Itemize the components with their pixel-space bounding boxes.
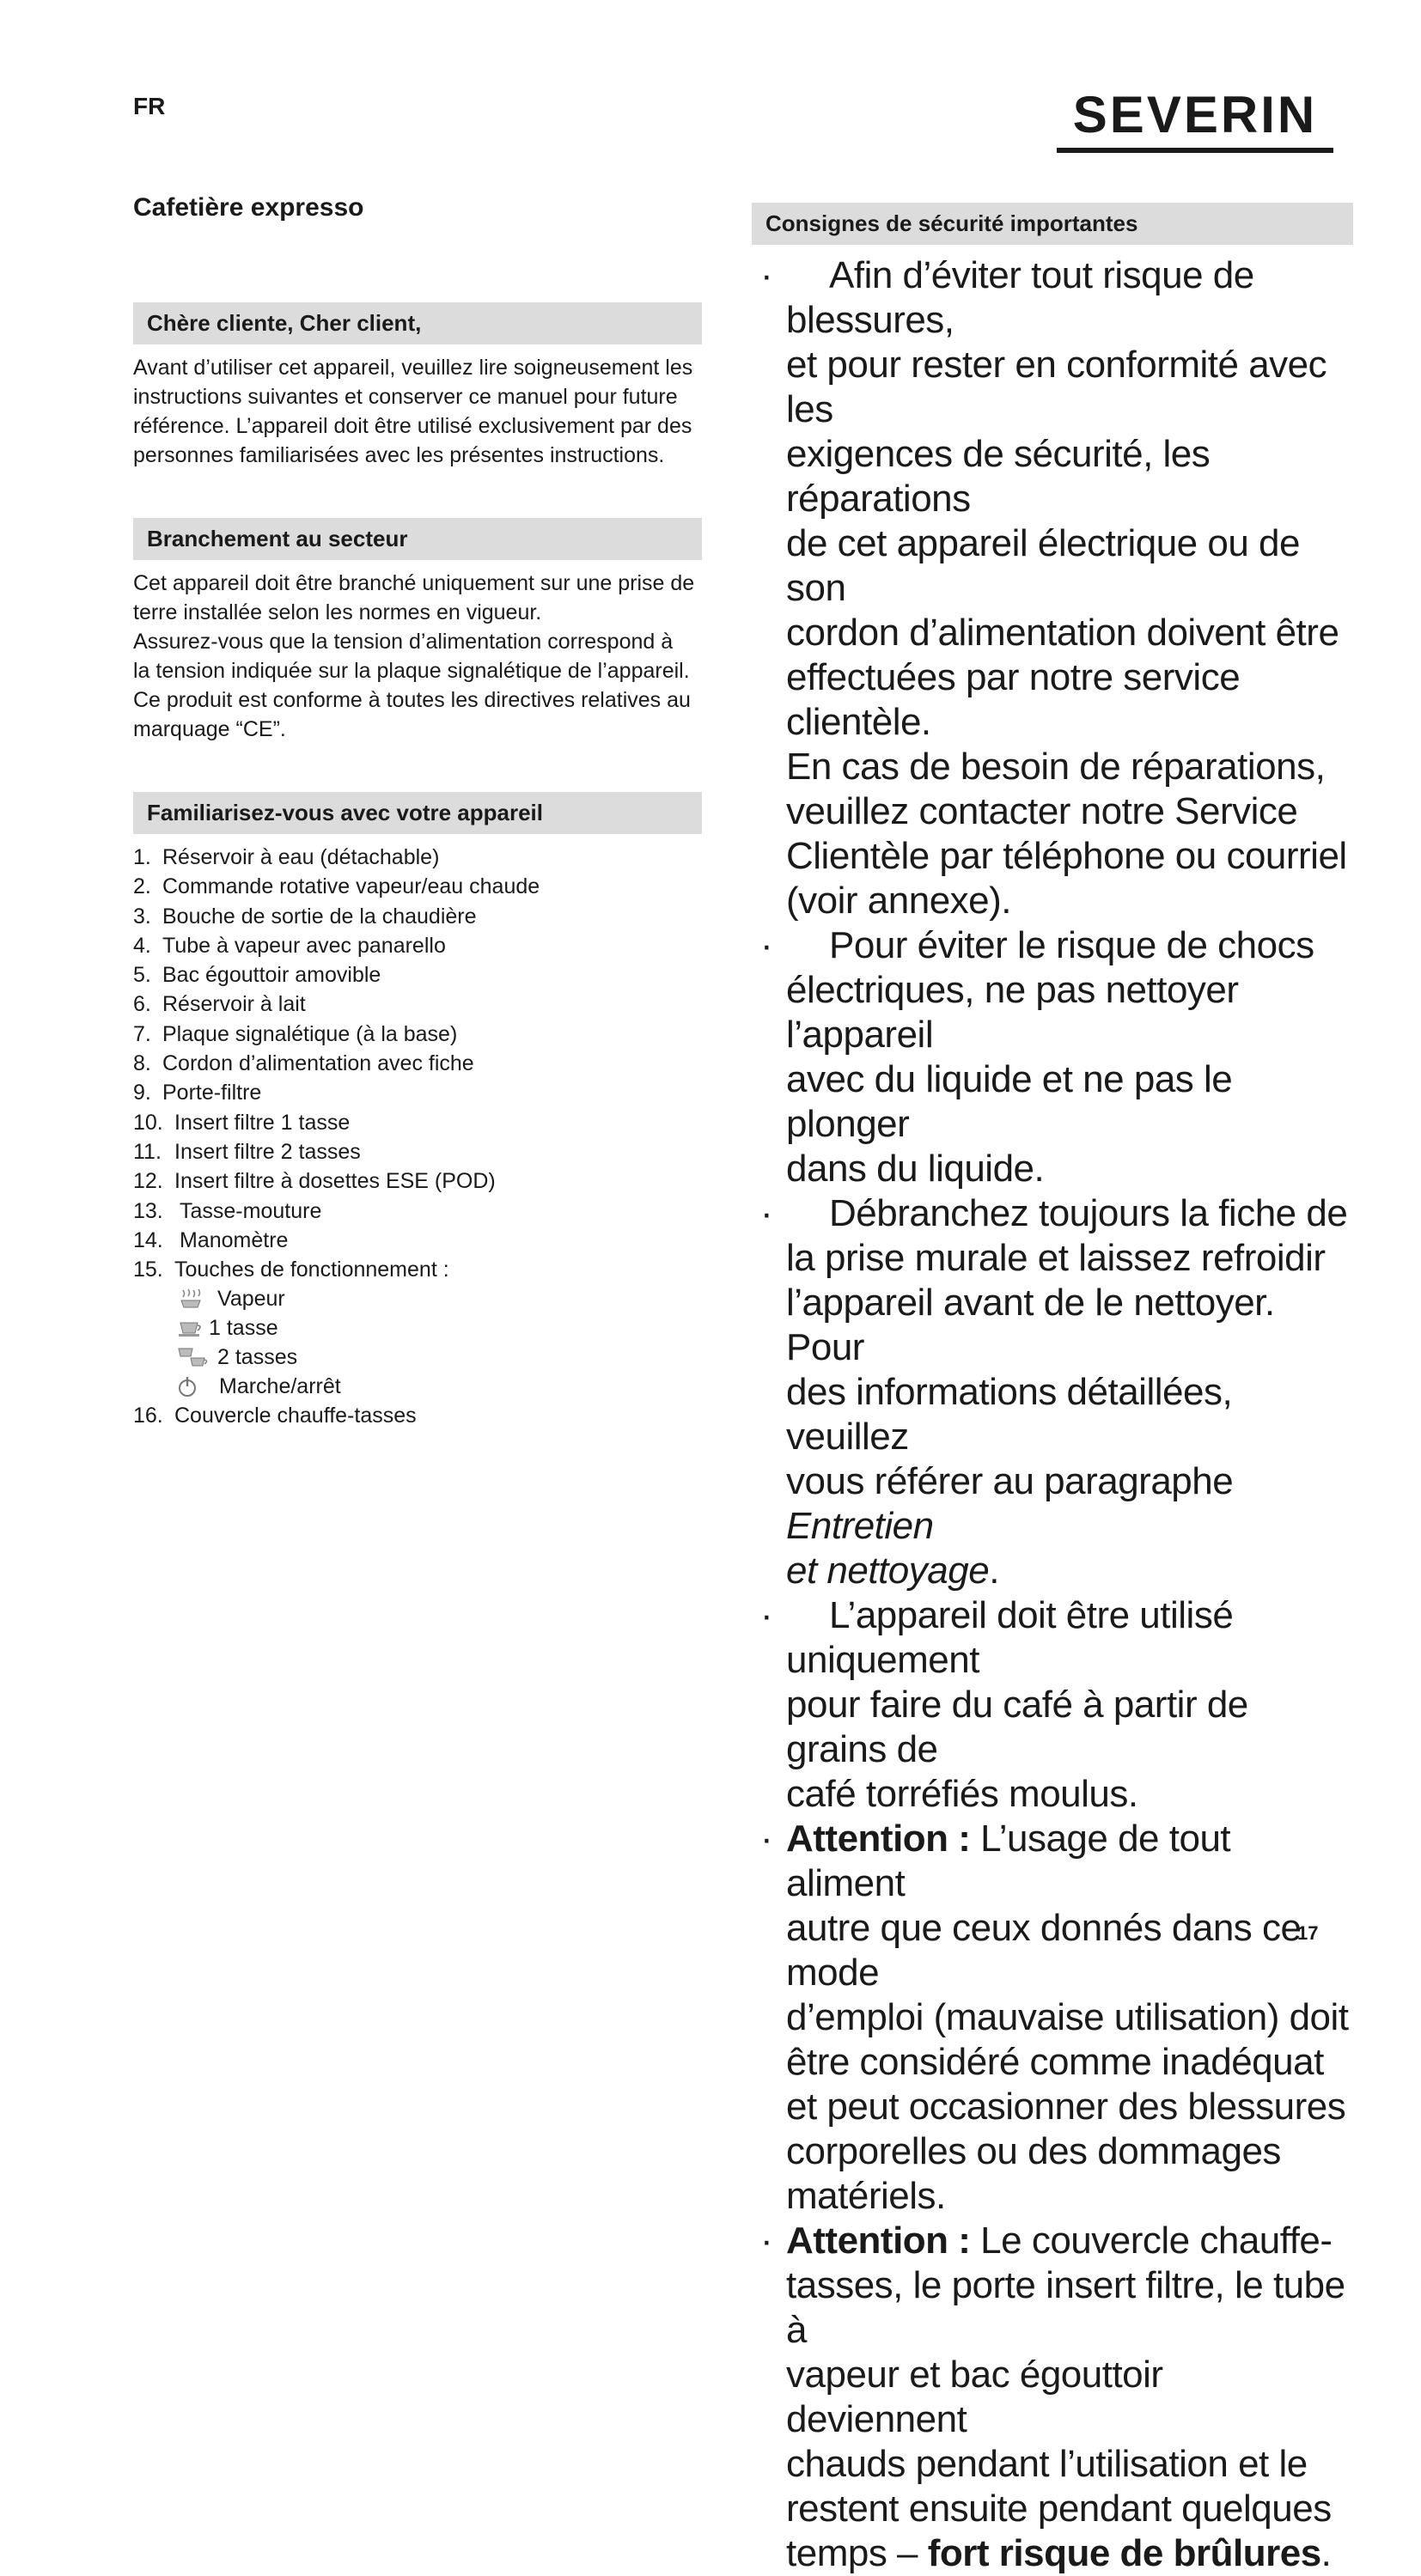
one-cup-icon <box>176 1316 205 1340</box>
section-heading: Branchement au secteur <box>133 518 702 560</box>
section-text: Cet appareil doit être branché uniquement sur une prise de terre installée selon les normes en vigueur. Assurez-vous que la tension d’alimentation correspond à la tension indiquée sur la plaque signalétique de l’appareil. Ce produit est conforme à toutes les directives relatives au marquage “CE”. <box>133 571 695 741</box>
list-item: 12. Insert filtre à dosettes ESE (POD) <box>133 1169 496 1194</box>
safety-bullet-unplug: · Débranchez toujours la fiche de la prise murale et laissez refroidir l’appareil avant de le nettoyer. Pour des informations détaillées, veuillez vous référer au paragraphe Entretien et nettoyage. <box>760 1192 1348 1592</box>
section-text: Avant d’utiliser cet appareil, veuillez lire soigneusement les instructions suivantes et conserver ce manuel pour future référence. L’appareil doit être utilisé exclusivement par des personnes familiarisées avec les présentes instructions. <box>133 356 693 467</box>
safety-bullet-attention-burns: · Attention : Le couvercle chauffe- tasses, le porte insert filtre, le tube à vapeur et bac égouttoir deviennent chauds pendant l’utilisation et le restent ensuite pendant quelques temps – fort risque de brûlures. <box>760 2220 1345 2574</box>
list-item: 15. Touches de fonctionnement : <box>133 1258 449 1282</box>
list-item: 5. Bac égouttoir amovible <box>133 963 381 988</box>
reference-link: Entretien <box>786 1505 934 1547</box>
section-mains-connection <box>133 518 702 744</box>
safety-heading: Consignes de sécurité importantes <box>752 203 1353 245</box>
parts-list <box>133 843 702 1431</box>
list-item: 8. Cordon d’alimentation avec fiche <box>133 1051 474 1076</box>
legend-row-steam: Vapeur <box>133 1284 702 1313</box>
list-item: 1. Réservoir à eau (détachable) <box>133 845 440 869</box>
section-heading: Chère cliente, Cher client, <box>133 302 702 344</box>
list-item: 11. Insert filtre 2 tasses <box>133 1139 361 1164</box>
list-item: 16. Couvercle chauffe-tasses <box>133 1404 417 1428</box>
button-legend <box>133 1284 702 1401</box>
section-dear-customer <box>133 302 702 470</box>
right-column <box>752 203 1353 2576</box>
language-code: FR <box>133 93 166 119</box>
legend-row-two-cups: 2 tasses <box>133 1343 702 1372</box>
list-item: 13. Tasse-mouture <box>133 1198 322 1223</box>
power-icon <box>176 1374 205 1398</box>
section-familiarise <box>133 792 702 1431</box>
list-item: 14. Manomètre <box>133 1227 289 1252</box>
list-item: 3. Bouche de sortie de la chaudière <box>133 904 477 929</box>
section-heading: Familiarisez-vous avec votre appareil <box>133 792 702 834</box>
brand-logo: SEVERIN <box>1057 89 1333 153</box>
list-item: 10. Insert filtre 1 tasse <box>133 1110 351 1135</box>
left-column <box>133 193 702 1479</box>
safety-bullet-usage: · L’appareil doit être utilisé uniquement pour faire du café à partir de grains de café torréfiés moulus. <box>760 1594 1248 1815</box>
two-cups-icon <box>176 1345 212 1369</box>
safety-bullet-attention-food: · Attention : L’usage de tout aliment autre que ceux donnés dans ce mode d’emploi (mauvaise utilisation) doit être considéré comme inadéquat et peut occasionner des blessures corporelles ou des dommages matériels. <box>760 1818 1349 2217</box>
list-item: 2. Commande rotative vapeur/eau chaude <box>133 874 540 899</box>
document-title: Cafetière expresso <box>133 193 364 222</box>
steam-icon <box>176 1287 205 1311</box>
list-item: 6. Réservoir à lait <box>133 992 306 1017</box>
safety-bullet-electric-shock: · Pour éviter le risque de chocs électriques, ne pas nettoyer l’appareil avec du liquide et ne pas le plonger dans du liquide. <box>760 924 1314 1190</box>
legend-row-one-cup: 1 tasse <box>133 1313 702 1343</box>
list-item: 9. Porte-filtre <box>133 1081 262 1105</box>
page-number: 17 <box>1297 1922 1319 1944</box>
list-item: 4. Tube à vapeur avec panarello <box>133 933 446 958</box>
legend-row-power: Marche/arrêt <box>133 1372 702 1401</box>
list-item: 7. Plaque signalétique (à la base) <box>133 1021 458 1046</box>
safety-bullet-repairs: · Afin d’éviter tout risque de blessures, et pour rester en conformité avec les exigences de sécurité, les réparations de cet appareil électrique ou de son cordon d’alimentation doivent être effectuées par notre service clientèle. En cas de besoin de réparations, veuillez contacter notre Service Clientèle par téléphone ou courriel (voir annexe). <box>760 254 1347 922</box>
